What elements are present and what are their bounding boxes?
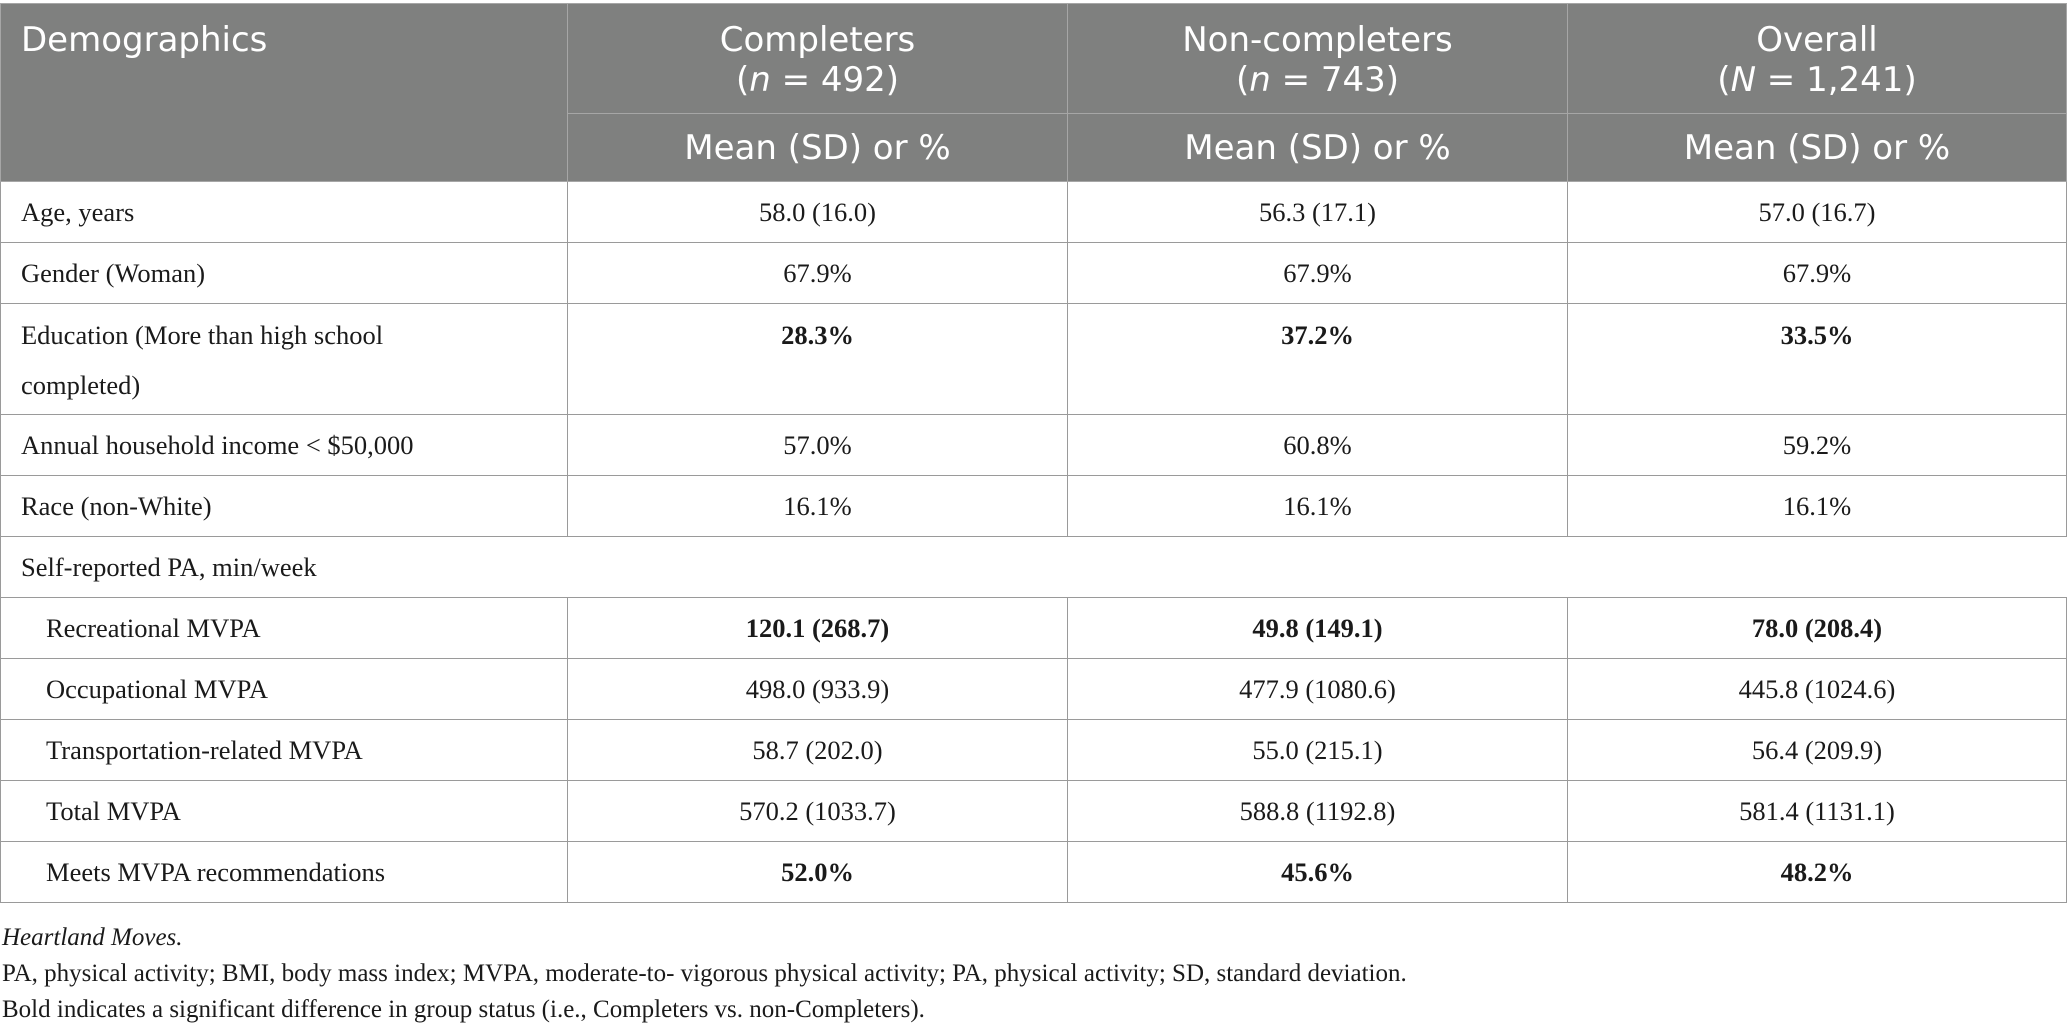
cell-completers: 16.1% — [568, 476, 1068, 537]
cell-completers: 52.0% — [568, 842, 1068, 903]
cell-non-completers: 477.9 (1080.6) — [1068, 659, 1568, 720]
cell-completers: 120.1 (268.7) — [568, 598, 1068, 659]
table-row-recreational — [1, 598, 2067, 659]
table-row-meets-recommendations — [1, 842, 2067, 903]
cell-overall: 48.2% — [1568, 842, 2067, 903]
cell-overall: 59.2% — [1568, 415, 2067, 476]
cell-non-completers: 588.8 (1192.8) — [1068, 781, 1568, 842]
row-label: Meets MVPA recommendations — [1, 842, 568, 903]
table-row-age — [1, 182, 2067, 243]
cell-overall: 78.0 (208.4) — [1568, 598, 2067, 659]
row-label-line-1: Education (More than high school — [21, 320, 384, 350]
row-label — [1, 304, 568, 415]
subheader-completers: Mean (SD) or % — [568, 114, 1068, 182]
header-overall-title: Overall — [1756, 20, 1878, 60]
cell-completers: 28.3% — [568, 304, 1068, 415]
header-overall-n: (N = 1,241) — [1717, 60, 1917, 100]
header-completers — [568, 4, 1068, 114]
footnote-bold-note: Bold indicates a significant difference in group status (i.e., Completers vs. non-Completers). — [2, 996, 925, 1023]
section-label: Self-reported PA, min/week — [1, 537, 2067, 598]
subheader-non-completers: Mean (SD) or % — [1068, 114, 1568, 182]
row-label: Age, years — [1, 182, 568, 243]
footnote-abbreviations: PA, physical activity; BMI, body mass index; MVPA, moderate-to- vigorous physical activity; PA, physical activity; SD, standard deviation. — [2, 960, 1407, 987]
cell-non-completers: 16.1% — [1068, 476, 1568, 537]
table-row-education — [1, 304, 2067, 415]
footnote-source: Heartland Moves. — [2, 924, 183, 951]
cell-non-completers: 56.3 (17.1) — [1068, 182, 1568, 243]
cell-non-completers: 49.8 (149.1) — [1068, 598, 1568, 659]
cell-overall: 581.4 (1131.1) — [1568, 781, 2067, 842]
table-row-total — [1, 781, 2067, 842]
cell-completers: 498.0 (933.9) — [568, 659, 1068, 720]
row-label: Total MVPA — [1, 781, 568, 842]
table-row-section-pa — [1, 537, 2067, 598]
header-completers-title: Completers — [719, 20, 916, 60]
table-row-income — [1, 415, 2067, 476]
row-label: Transportation-related MVPA — [1, 720, 568, 781]
table-row-race — [1, 476, 2067, 537]
cell-overall: 67.9% — [1568, 243, 2067, 304]
header-demographics: Demographics — [1, 4, 568, 182]
demographics-table — [0, 3, 2067, 903]
cell-overall: 56.4 (209.9) — [1568, 720, 2067, 781]
table-row-occupational — [1, 659, 2067, 720]
header-completers-n: (n = 492) — [735, 60, 900, 100]
cell-completers: 57.0% — [568, 415, 1068, 476]
header-non-completers-title: Non-completers — [1182, 20, 1453, 60]
cell-overall: 16.1% — [1568, 476, 2067, 537]
cell-non-completers: 67.9% — [1068, 243, 1568, 304]
cell-non-completers: 37.2% — [1068, 304, 1568, 415]
header-non-completers — [1068, 4, 1568, 114]
cell-completers: 67.9% — [568, 243, 1068, 304]
row-label: Race (non-White) — [1, 476, 568, 537]
cell-non-completers: 55.0 (215.1) — [1068, 720, 1568, 781]
cell-non-completers: 60.8% — [1068, 415, 1568, 476]
row-label-line-2: completed) — [21, 370, 141, 400]
table-row-transportation — [1, 720, 2067, 781]
header-non-completers-n: (n = 743) — [1235, 60, 1400, 100]
row-label: Annual household income < $50,000 — [1, 415, 568, 476]
table-footnotes — [2, 920, 1407, 1028]
row-label: Gender (Woman) — [1, 243, 568, 304]
cell-completers: 570.2 (1033.7) — [568, 781, 1068, 842]
table-row-gender — [1, 243, 2067, 304]
cell-completers: 58.0 (16.0) — [568, 182, 1068, 243]
cell-overall: 445.8 (1024.6) — [1568, 659, 2067, 720]
row-label: Occupational MVPA — [1, 659, 568, 720]
cell-non-completers: 45.6% — [1068, 842, 1568, 903]
subheader-overall: Mean (SD) or % — [1568, 114, 2067, 182]
row-label: Recreational MVPA — [1, 598, 568, 659]
cell-overall: 33.5% — [1568, 304, 2067, 415]
header-overall — [1568, 4, 2067, 114]
cell-overall: 57.0 (16.7) — [1568, 182, 2067, 243]
cell-completers: 58.7 (202.0) — [568, 720, 1068, 781]
